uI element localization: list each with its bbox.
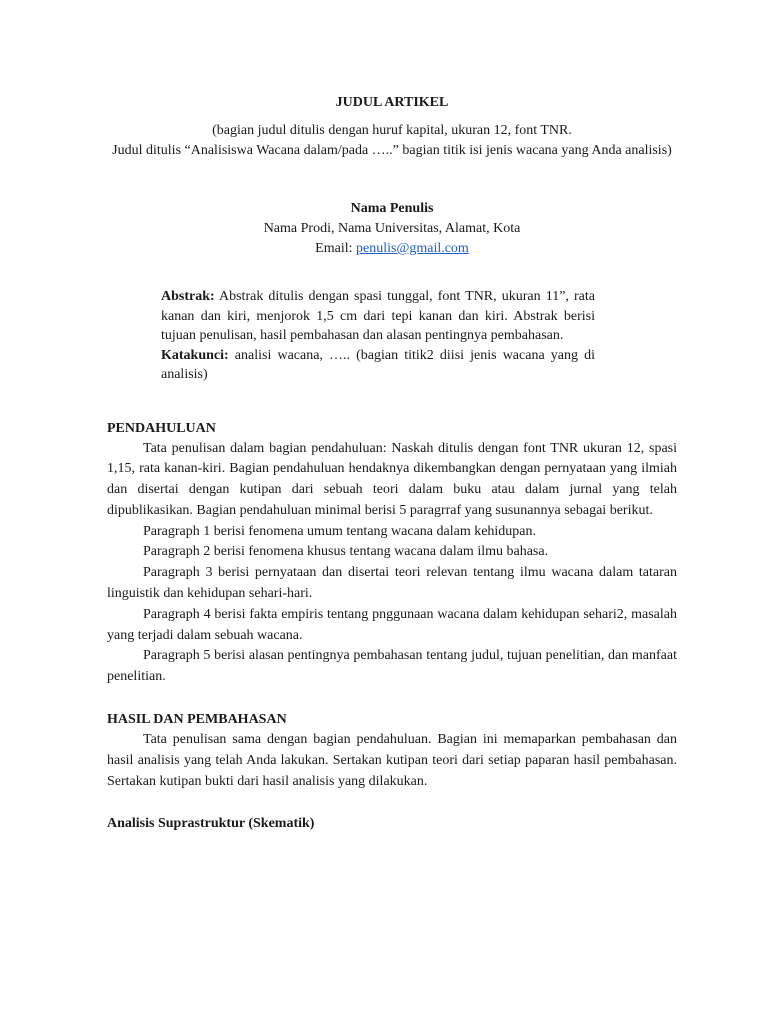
author-name: Nama Penulis [350,201,434,216]
title-note [107,121,677,161]
title-note-line-1: (bagian judul ditulis dengan huruf kapital, ukuran 12, font TNR. [212,123,572,138]
article-title: JUDUL ARTIKEL [335,95,449,110]
keywords-paragraph [161,346,595,385]
abstract-text: Abstrak ditulis dengan spasi tunggal, font TNR, ukuran 11”, rata kanan dan kiri, menjorok 1,5 cm dari tepi kanan dan kiri. Abstrak berisi tujuan penulisan, hasil pembahasan dan alasan pentingnya pembahasan. [161,289,595,343]
title-note-line-2: Judul ditulis “Analisiswa Wacana dalam/pada …..” bagian titik isi jenis wacana yang Anda analisis) [112,143,672,158]
abstract-paragraph [161,287,595,346]
abstract-block [161,287,595,385]
keywords-label: Katakunci: [161,347,229,363]
abstract-label: Abstrak: [161,289,215,304]
email-link[interactable]: penulis@gmail.com [356,241,469,256]
body-paragraph: Paragraph 5 berisi alasan pentingnya pembahasan tentang judul, tujuan penelitian, dan manfaat penelitian. [107,648,677,685]
keywords-text: analisi wacana, ….. (bagian titik2 diisi jenis wacana yang di analisis) [161,347,595,382]
subsection-heading: Analisis Suprastruktur (Skematik) [107,816,315,832]
body-paragraph: Paragraph 2 berisi fenomena khusus tentang wacana dalam ilmu bahasa. [143,544,549,560]
author-affiliation: Nama Prodi, Nama Universitas, Alamat, Kota [263,221,521,236]
section-heading: PENDAHULUAN [107,420,216,436]
body-paragraph: Paragraph 1 berisi fenomena umum tentang wacana dalam kehidupan. [143,523,537,539]
author-block [107,199,677,259]
body-paragraph: Paragraph 3 berisi pernyataan dan disertai teori relevan tentang ilmu wacana dalam tataran linguistik dan kehidupan sehari-hari. [107,565,677,602]
body-paragraph: Tata penulisan dalam bagian pendahuluan: Naskah ditulis dengan font TNR ukuran 12, spasi 1,15, rata kanan-kiri. Bagian pendahuluan hendaknya dikembangkan dengan pernyataan yang ilmiah dan disertai dengan kutipan dari sebuah teori dalam buku atau dalam jurnal yang telah dipublikasikan. Bagian pendahuluan minimal berisi 5 paragrraf yang susunannya sebagai berikut. [107,440,677,518]
document-page [107,93,677,834]
body-paragraph: Tata penulisan sama dengan bagian pendahuluan. Bagian ini memaparkan pembahasan dan hasil analisis yang telah Anda lakukan. Sertakan kutipan teori dari setiap paparan hasil pembahasan. Sertakan kutipan bukti dari hasil analisis yang dilakukan. [107,732,677,789]
author-email-line [107,239,677,259]
body-paragraph: Paragraph 4 berisi fakta empiris tentang pnggunaan wacana dalam kehidupan sehari2, masalah yang terjadi dalam sebuah wacana. [107,606,677,643]
section-pendahuluan [107,419,677,689]
section-heading: HASIL DAN PEMBAHASAN [107,712,287,728]
email-label: Email: [315,241,356,256]
section-hasil [107,710,677,834]
